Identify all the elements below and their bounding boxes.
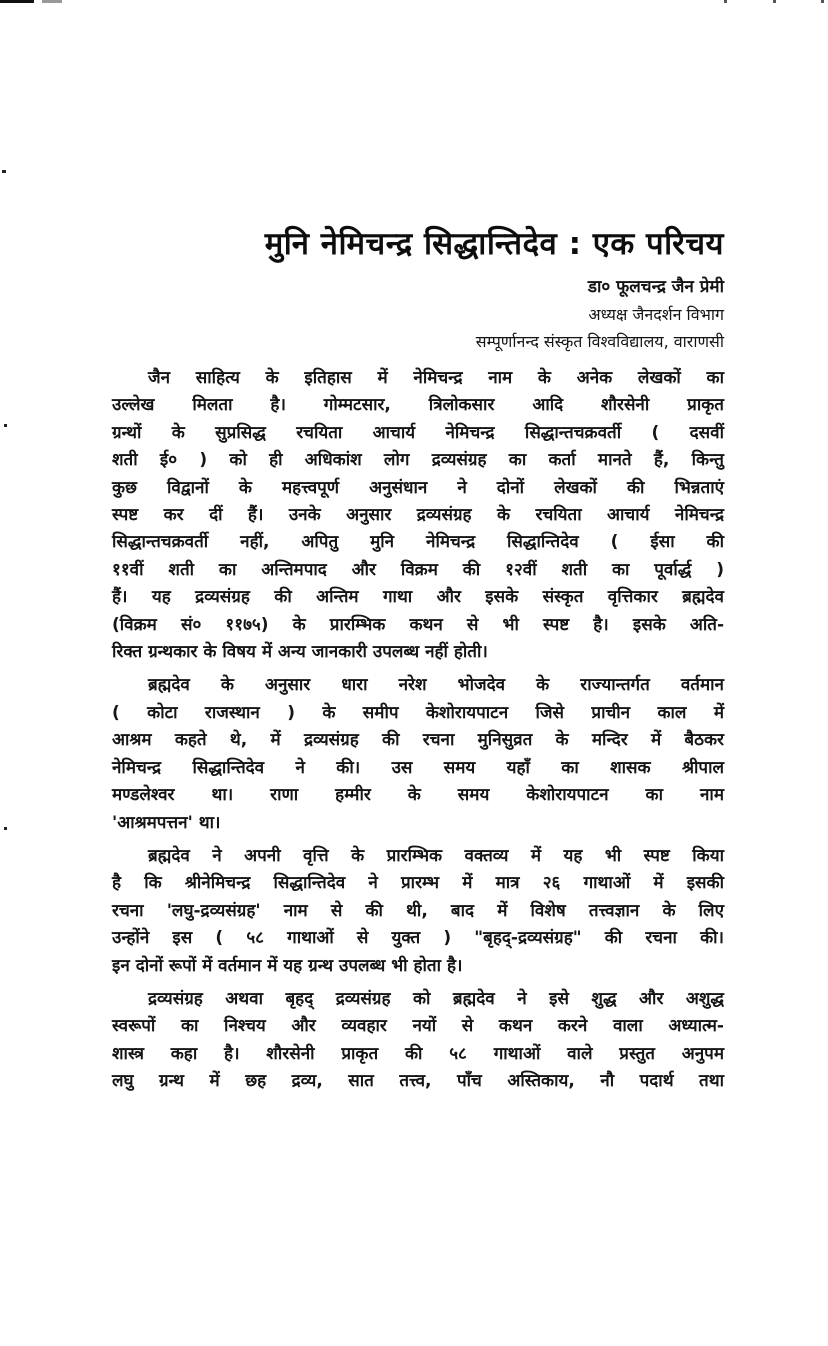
paragraph: [112, 986, 724, 1096]
text-line: ग्रन्थों के सुप्रसिद्ध रचयिता आचार्य नेमिचन्द्र सिद्धान्तचक्रवर्ती ( दसवीं: [112, 422, 724, 443]
text-line: उन्होंने इस ( ५८ गाथाओं से युक्त ) "बृहद्-द्रव्यसंग्रह" की रचना की।: [112, 928, 724, 949]
scan-speck: [2, 170, 6, 173]
text-line: रचना 'लघु-द्रव्यसंग्रह' नाम से की थी, बाद में विशेष तत्त्वज्ञान के लिए: [112, 900, 724, 921]
text-line: सिद्धान्तचक्रवर्ती नहीं, अपितु मुनि नेमिचन्द्र सिद्धान्तिदेव ( ईसा की: [112, 532, 724, 553]
scan-edge-mark: [0, 0, 34, 3]
text-line: उल्लेख मिलता है। गोम्मटसार, त्रिलोकसार आदि शौरसेनी प्राकृत: [112, 395, 724, 416]
text-line: आश्रम कहते थे, में द्रव्यसंग्रह की रचना मुनिसुव्रत के मन्दिर में बैठकर: [112, 730, 724, 751]
text-line: स्पष्ट कर दीं हैं। उनके अनुसार द्रव्यसंग्रह के रचयिता आचार्य नेमिचन्द्र: [112, 505, 724, 526]
text-line: स्वरूपों का निश्चय और व्यवहार नयों से कथन करने वाला अध्यात्म-: [112, 1016, 724, 1037]
author-name: डा० फूलचन्द्र जैन प्रेमी: [587, 277, 724, 297]
scan-speck: [4, 827, 7, 830]
scan-speck: [4, 424, 7, 427]
text-line: 'आश्रमपत्तन' था।: [112, 812, 221, 833]
text-line: ( कोटा राजस्थान ) के समीप केशोरायपाटन जिसे प्राचीन काल में: [112, 702, 724, 723]
article-title: मुनि नेमिचन्द्र सिद्धान्तिदेव : एक परिचय: [264, 226, 724, 262]
text-line: है कि श्रीनेमिचन्द्र सिद्धान्तिदेव ने प्रारम्भ में मात्र २६ गाथाओं में इसकी: [112, 873, 724, 894]
text-line: ब्रह्मदेव ने अपनी वृत्ति के प्रारम्भिक वक्तव्य में यह भी स्पष्ट किया: [148, 845, 724, 866]
text-line: द्रव्यसंग्रह अथवा बृहद् द्रव्यसंग्रह को ब्रह्मदेव ने इसे शुद्ध और अशुद्ध: [148, 988, 724, 1009]
scan-edge-mark: [42, 0, 62, 3]
text-line: मण्डलेश्वर था। राणा हम्मीर के समय केशोरायपाटन का नाम: [112, 785, 724, 806]
article-body: [112, 365, 724, 1096]
text-line: हैं। यह द्रव्यसंग्रह की अन्तिम गाथा और इसके संस्कृत वृत्तिकार ब्रह्मदेव: [112, 587, 724, 608]
scan-edge-mark: [724, 0, 824, 4]
text-line: शास्त्र कहा है। शौरसेनी प्राकृत की ५८ गाथाओं वाले प्रस्तुत अनुपम: [112, 1043, 724, 1064]
text-line: रिक्त ग्रन्थकार के विषय में अन्य जानकारी उपलब्ध नहीं होती।: [112, 642, 488, 663]
author-block: [112, 274, 724, 355]
text-line: शती ई० ) को ही अधिकांश लोग द्रव्यसंग्रह का कर्ता मानते हैं, किन्तु: [112, 450, 724, 471]
paragraph: [112, 365, 724, 666]
author-designation: अध्यक्ष जैनदर्शन विभाग: [588, 305, 724, 324]
text-line: ११वीं शती का अन्तिमपाद और विक्रम की १२वीं शती का पूर्वार्द्ध ): [112, 559, 724, 580]
author-institution: सम्पूर्णानन्द संस्कृत विश्वविद्यालय, वाराणसी: [475, 332, 724, 351]
text-line: नेमिचन्द्र सिद्धान्तिदेव ने की। उस समय यहाँ का शासक श्रीपाल: [112, 757, 724, 778]
text-line: इन दोनों रूपों में वर्तमान में यह ग्रन्थ उपलब्ध भी होता है।: [112, 955, 463, 976]
document-page: [112, 222, 724, 1102]
text-line: जैन साहित्य के इतिहास में नेमिचन्द्र नाम के अनेक लेखकों का: [148, 368, 724, 388]
text-line: ब्रह्मदेव के अनुसार धारा नरेश भोजदेव के राज्यान्तर्गत वर्तमान: [148, 675, 724, 696]
text-line: (विक्रम सं० ११७५) के प्रारम्भिक कथन से भी स्पष्ट है। इसके अति-: [112, 614, 724, 635]
text-line: कुछ विद्वानों के महत्त्वपूर्ण अनुसंधान ने दोनों लेखकों की भिन्नताएं: [112, 477, 724, 498]
paragraph: [112, 843, 724, 980]
paragraph: [112, 672, 724, 836]
text-line: लघु ग्रन्थ में छह द्रव्य, सात तत्त्व, पाँच अस्तिकाय, नौ पदार्थ तथा: [112, 1071, 724, 1092]
